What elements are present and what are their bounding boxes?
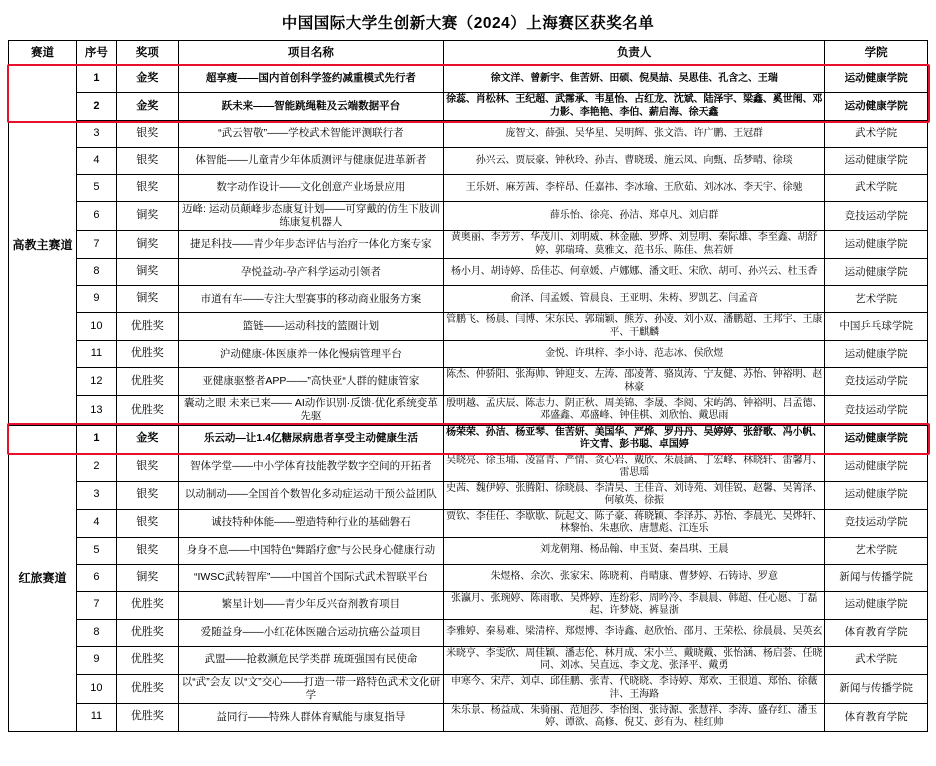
table-row bbox=[9, 481, 928, 509]
college-cell: 运动健康学院 bbox=[825, 66, 928, 93]
table-row bbox=[9, 425, 928, 453]
participants-cell: 杨小月、胡诗婷、岳佳芯、何章媛、卢娜娜、潘文旺、宋欣、胡可、孙兴云、杜玉香 bbox=[444, 259, 825, 286]
participants-cell: 孙兴云、贾辰豪、钟秋玲、孙吉、曹晓瑗、施云凤、向甄、岳梦晴、徐琰 bbox=[444, 148, 825, 175]
prize-cell: 铜奖 bbox=[116, 259, 178, 286]
table-row bbox=[9, 121, 928, 148]
sequence-cell: 6 bbox=[77, 564, 117, 591]
prize-cell: 铜奖 bbox=[116, 231, 178, 259]
project-name-cell: 迈峰: 运动员颠峰步态康复计划——可穿戴的仿生下肢训练康复机器人 bbox=[178, 202, 443, 231]
sequence-cell: 4 bbox=[77, 509, 117, 537]
table-row bbox=[9, 591, 928, 619]
project-name-cell: 体智能——儿童青少年体质测评与健康促进革新者 bbox=[178, 148, 443, 175]
college-cell: 武术学院 bbox=[825, 175, 928, 202]
participants-cell: 米晓亨、李雯欣、周佳颖、潘志伦、林月成、宋小兰、戴晓戴、张怡涵、杨启荟、任晓同、刘冰、吴直远、李文龙、张泽平、戴勇 bbox=[444, 646, 825, 674]
table-row bbox=[9, 93, 928, 121]
prize-cell: 银奖 bbox=[116, 537, 178, 564]
college-cell: 运动健康学院 bbox=[825, 231, 928, 259]
sequence-cell: 2 bbox=[77, 453, 117, 481]
prize-cell: 金奖 bbox=[116, 93, 178, 121]
sequence-cell: 8 bbox=[77, 259, 117, 286]
participants-cell: 金悦、许琪梓、李小诗、范志冰、侯欣煜 bbox=[444, 341, 825, 368]
table-header-row bbox=[9, 41, 928, 66]
participants-cell: 李雅婷、秦易难、梁清梓、郑煜博、李诗鑫、赵欣怡、邵月、王荣松、徐晨晨、吴英玄 bbox=[444, 619, 825, 646]
sequence-cell: 7 bbox=[77, 231, 117, 259]
table-row bbox=[9, 674, 928, 703]
college-cell: 运动健康学院 bbox=[825, 148, 928, 175]
table-row bbox=[9, 537, 928, 564]
table-row bbox=[9, 619, 928, 646]
sequence-cell: 3 bbox=[77, 481, 117, 509]
sequence-cell: 4 bbox=[77, 148, 117, 175]
sequence-cell: 8 bbox=[77, 619, 117, 646]
sequence-cell: 1 bbox=[77, 66, 117, 93]
prize-cell: 铜奖 bbox=[116, 286, 178, 313]
table-row bbox=[9, 509, 928, 537]
prize-cell: 优胜奖 bbox=[116, 313, 178, 341]
sequence-cell: 7 bbox=[77, 591, 117, 619]
college-cell: 竞技运动学院 bbox=[825, 368, 928, 396]
sequence-cell: 13 bbox=[77, 396, 117, 425]
college-cell: 艺术学院 bbox=[825, 537, 928, 564]
sequence-cell: 9 bbox=[77, 646, 117, 674]
prize-cell: 优胜奖 bbox=[116, 591, 178, 619]
sequence-cell: 10 bbox=[77, 313, 117, 341]
prize-cell: 银奖 bbox=[116, 453, 178, 481]
project-name-cell: 孕悦益动-孕产科学运动引领者 bbox=[178, 259, 443, 286]
sequence-cell: 3 bbox=[77, 121, 117, 148]
project-name-cell: 亚健康驱整者APP——”高快亚“人群的健康管家 bbox=[178, 368, 443, 396]
project-name-cell: 捷足科技——青少年步态评估与治疗一体化方案专家 bbox=[178, 231, 443, 259]
participants-cell: 薛乐怡、徐亮、孙洁、郑卓凡、刘启群 bbox=[444, 202, 825, 231]
college-cell: 体育教育学院 bbox=[825, 619, 928, 646]
project-name-cell: “武云智敬”——学校武术智能评测联行者 bbox=[178, 121, 443, 148]
college-cell: 运动健康学院 bbox=[825, 259, 928, 286]
prize-cell: 优胜奖 bbox=[116, 703, 178, 731]
table-row bbox=[9, 564, 928, 591]
participants-cell: 朱乐景、杨益成、朱骑丽、范旭莎、李怡图、张诗源、张慧祥、李涛、盛存红、潘玉婷、谭欲、高修、倪艾、彭有为、桂红帅 bbox=[444, 703, 825, 731]
project-name-cell: 跃未来——智能跳绳鞋及云端数据平台 bbox=[178, 93, 443, 121]
table-body bbox=[9, 66, 928, 732]
prize-cell: 优胜奖 bbox=[116, 341, 178, 368]
participants-cell: 殷明越、孟庆辰、陈志力、阴正秋、周美锦、李晟、李阅、宋屿鸽、钟裕明、吕孟德、邓盛鑫、邓盛峰、钟佳棋、刘欣怡、戴思雨 bbox=[444, 396, 825, 425]
participants-cell: 徐文洋、曾新宇、隹苦妍、田硕、倪昊喆、吴思佳、孔含之、王瑞 bbox=[444, 66, 825, 93]
college-cell: 新闻与传播学院 bbox=[825, 674, 928, 703]
college-cell: 竞技运动学院 bbox=[825, 509, 928, 537]
prize-cell: 铜奖 bbox=[116, 202, 178, 231]
table-row bbox=[9, 148, 928, 175]
participants-cell: 朱煜格、余次、张家宋、陈晓莉、肖晴康、曹梦婷、石铸诗、罗意 bbox=[444, 564, 825, 591]
table-row bbox=[9, 313, 928, 341]
column-header-prize: 奖项 bbox=[116, 41, 178, 66]
prize-cell: 金奖 bbox=[116, 66, 178, 93]
participants-cell: 陈杰、仲骄阳、张海帅、钟迎支、左涛、邵凌菁、骆岚涛、宁友健、苏怡、钟裕明、赵林豪 bbox=[444, 368, 825, 396]
column-header-college: 学院 bbox=[825, 41, 928, 66]
column-header-seq: 序号 bbox=[77, 41, 117, 66]
college-cell: 武术学院 bbox=[825, 646, 928, 674]
sequence-cell: 11 bbox=[77, 341, 117, 368]
table-row bbox=[9, 202, 928, 231]
column-header-project: 项目名称 bbox=[178, 41, 443, 66]
sequence-cell: 12 bbox=[77, 368, 117, 396]
table-row bbox=[9, 453, 928, 481]
table-row bbox=[9, 231, 928, 259]
sequence-cell: 6 bbox=[77, 202, 117, 231]
project-name-cell: 沪动健康-体医康养一体化慢病管理平台 bbox=[178, 341, 443, 368]
prize-cell: 优胜奖 bbox=[116, 619, 178, 646]
project-name-cell: 囊动之眼 未来已来—— AI动作识别·反馈·优化系统变革先驱 bbox=[178, 396, 443, 425]
project-name-cell: 智体学堂——中小学体育技能教学数字空间的开拓者 bbox=[178, 453, 443, 481]
project-name-cell: 以“武”会友 以“文”交心——打造一带一路特色武术文化研学 bbox=[178, 674, 443, 703]
column-header-people: 负责人 bbox=[444, 41, 825, 66]
prize-cell: 银奖 bbox=[116, 509, 178, 537]
project-name-cell: 篮链——运动科技的篮圈计划 bbox=[178, 313, 443, 341]
sequence-cell: 5 bbox=[77, 537, 117, 564]
sequence-cell: 11 bbox=[77, 703, 117, 731]
college-cell: 新闻与传播学院 bbox=[825, 564, 928, 591]
college-cell: 运动健康学院 bbox=[825, 93, 928, 121]
project-name-cell: 繁星计划——青少年反兴奋剂教育项目 bbox=[178, 591, 443, 619]
sequence-cell: 2 bbox=[77, 93, 117, 121]
project-name-cell: 数字动作设计——文化创意产业场景应用 bbox=[178, 175, 443, 202]
prize-cell: 银奖 bbox=[116, 175, 178, 202]
prize-cell: 优胜奖 bbox=[116, 674, 178, 703]
table-row bbox=[9, 341, 928, 368]
prize-cell: 优胜奖 bbox=[116, 396, 178, 425]
column-header-track: 赛道 bbox=[9, 41, 77, 66]
participants-cell: 徐蕊、肖松林、王纪超、武霈承、韦星怡、占红龙、沈斌、陆泽宇、梁鑫、奚世闱、邓力影、李艳艳、李伯、薪启海、徐天鑫 bbox=[444, 93, 825, 121]
track-name-cell: 红旅赛道 bbox=[9, 425, 77, 731]
table-row bbox=[9, 396, 928, 425]
track-name-cell: 高教主赛道 bbox=[9, 66, 77, 426]
table-row bbox=[9, 259, 928, 286]
sequence-cell: 5 bbox=[77, 175, 117, 202]
table-row bbox=[9, 175, 928, 202]
college-cell: 艺术学院 bbox=[825, 286, 928, 313]
project-name-cell: 以动制动——全国首个数智化多动症运动干预公益团队 bbox=[178, 481, 443, 509]
participants-cell: 管鹏飞、杨晨、闫博、宋东民、郭瑞颖、熊芳、孙凌、刘小双、潘鹏超、王邦宇、王康平、干麒麟 bbox=[444, 313, 825, 341]
participants-cell: 黄奥丽、李芳芳、华茂川、刘明威、林金融、罗烨、刘昱明、秦际雄、李至鑫、胡舒婷、郭瑞琦、莫雅文、范书乐、陈佳、焦若妍 bbox=[444, 231, 825, 259]
prize-cell: 铜奖 bbox=[116, 564, 178, 591]
college-cell: 竞技运动学院 bbox=[825, 396, 928, 425]
sequence-cell: 1 bbox=[77, 425, 117, 453]
project-name-cell: 爱随益身——小红花体医融合运动抗癌公益项目 bbox=[178, 619, 443, 646]
project-name-cell: 超享瘦——国内首创科学签约减重模式先行者 bbox=[178, 66, 443, 93]
participants-cell: 王乐妍、麻芳茜、李梓昂、任嘉祎、李冰瑜、王欣茹、刘冰冰、李天宇、徐驰 bbox=[444, 175, 825, 202]
college-cell: 运动健康学院 bbox=[825, 481, 928, 509]
project-name-cell: 身身不息——中国特色“舞蹈疗愈”与公民身心健康行动 bbox=[178, 537, 443, 564]
page-title: 中国国际大学生创新大赛（2024）上海赛区获奖名单 bbox=[281, 15, 655, 32]
participants-cell: 张瀛月、张琬婷、陈雨歌、吴烨婷、连纷彩、周吟冷、李晨晨、韩超、任心愿、丁磊起、许梦娆、裤显浙 bbox=[444, 591, 825, 619]
prize-cell: 金奖 bbox=[116, 425, 178, 453]
prize-cell: 银奖 bbox=[116, 121, 178, 148]
college-cell: 竞技运动学院 bbox=[825, 202, 928, 231]
project-name-cell: 诚技特种体能——塑造特种行业的基础磐石 bbox=[178, 509, 443, 537]
prize-cell: 优胜奖 bbox=[116, 368, 178, 396]
prize-cell: 银奖 bbox=[116, 481, 178, 509]
project-name-cell: 市道有车——专注大型赛事的移动商业服务方案 bbox=[178, 286, 443, 313]
project-name-cell: 益同行——特殊人群体育赋能与康复指导 bbox=[178, 703, 443, 731]
college-cell: 中国乒乓球学院 bbox=[825, 313, 928, 341]
table-row bbox=[9, 286, 928, 313]
college-cell: 体育教育学院 bbox=[825, 703, 928, 731]
prize-cell: 银奖 bbox=[116, 148, 178, 175]
participants-cell: 杨荣荣、孙洁、杨亚琴、隹苦妍、美国华、严烨、罗丹丹、吴婷婷、张舒歌、冯小帆、许文青、彭书聪、卓国婷 bbox=[444, 425, 825, 453]
project-name-cell: “IWSC武转智库”——中国首个国际式武术智联平台 bbox=[178, 564, 443, 591]
sequence-cell: 10 bbox=[77, 674, 117, 703]
participants-cell: 申寒今、宋芹、刘卓、邱佳鹏、张青、代晓晓、李诗婷、郑欢、王很道、郑怡、徐薇沣、王海路 bbox=[444, 674, 825, 703]
participants-cell: 刘龙朝翔、杨品翰、申玉贤、秦昌琪、王晨 bbox=[444, 537, 825, 564]
table-header bbox=[9, 41, 928, 66]
participants-cell: 吴晓亮、徐玉埔、凌富青、严情、贪心岩、戴欣、朱晨涵、丁宏峰、林晓轩、雷馨月、雷思瑶 bbox=[444, 453, 825, 481]
project-name-cell: 武盟——抢救濒危民学类群 琉斑强国有民使命 bbox=[178, 646, 443, 674]
award-list-table bbox=[8, 40, 928, 732]
college-cell: 运动健康学院 bbox=[825, 453, 928, 481]
prize-cell: 优胜奖 bbox=[116, 646, 178, 674]
sequence-cell: 9 bbox=[77, 286, 117, 313]
college-cell: 运动健康学院 bbox=[825, 341, 928, 368]
participants-cell: 贾钦、李佳任、李歇歇、阮起文、陈子豪、蒋晓颖、李泽苏、苏怡、李晨光、吴烨轩、林黎怡、朱惠欣、唐慧彪、江连乐 bbox=[444, 509, 825, 537]
college-cell: 运动健康学院 bbox=[825, 591, 928, 619]
table-row bbox=[9, 703, 928, 731]
project-name-cell: 乐云动—让1.4亿糖尿病患者享受主动健康生活 bbox=[178, 425, 443, 453]
table-row bbox=[9, 368, 928, 396]
college-cell: 武术学院 bbox=[825, 121, 928, 148]
table-row bbox=[9, 66, 928, 93]
college-cell: 运动健康学院 bbox=[825, 425, 928, 453]
participants-cell: 俞泽、闫孟媛、管晨良、王亚明、朱梼、罗凯艺、闫孟音 bbox=[444, 286, 825, 313]
participants-cell: 庞智文、薛强、吴华星、吴明辉、张文浩、许广鹏、王冠群 bbox=[444, 121, 825, 148]
table-row bbox=[9, 646, 928, 674]
participants-cell: 史茜、魏伊婷、张腾阳、徐晓晨、李清昊、王佳音、刘诗苑、刘佳锐、赵馨、吴箐泽、何敏英、徐振 bbox=[444, 481, 825, 509]
